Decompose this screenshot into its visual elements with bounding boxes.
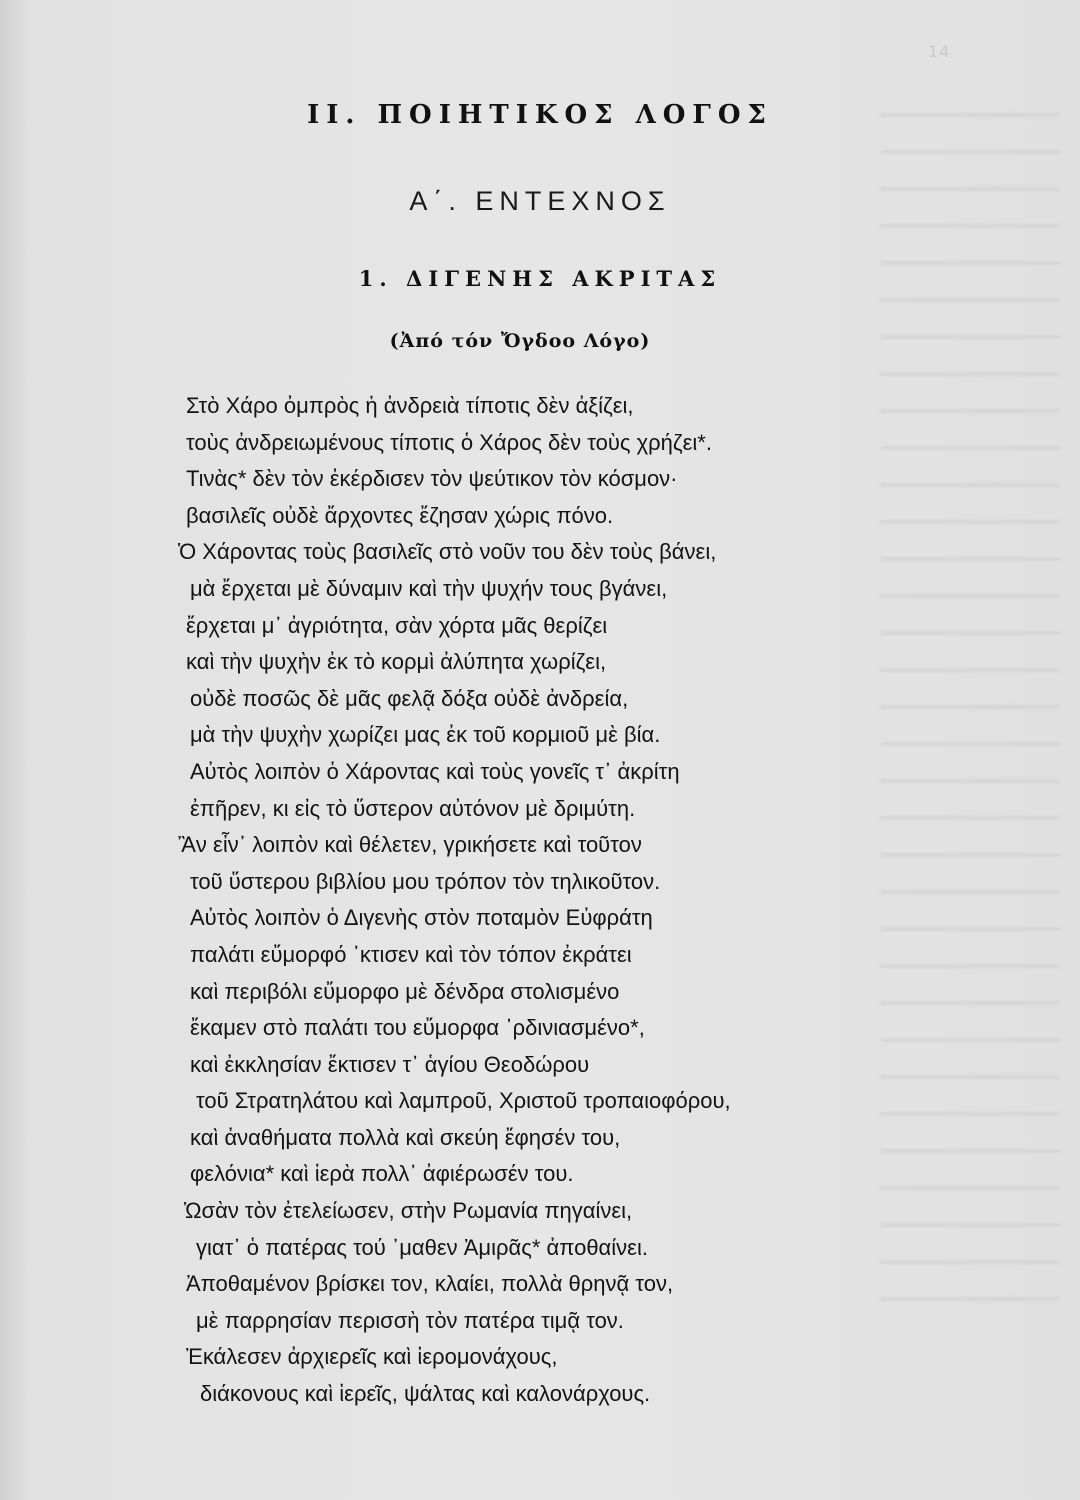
verse-line: Ὡσὰν τὸν ἐτελείωσεν, στὴν Ρωμανία πηγαίνει, (184, 1198, 633, 1224)
poem-source: (Ἀπό τόν Ὄγδοο Λόγο) (389, 330, 651, 352)
poem-title: 1. ΔΙΓΕΝΗΣ ΑΚΡΙΤΑΣ (358, 266, 722, 291)
verse-line: καὶ τὴν ψυχὴν ἐκ τὸ κορμὶ ἀλύπητα χωρίζει, (186, 649, 607, 675)
verse-line: Αὐτὸς λοιπὸν ὁ Χάροντας καὶ τοὺς γονεῖς τ᾿ ἀκρίτη (190, 758, 680, 784)
verse-line: μὰ τὴν ψυχὴν χωρίζει μας ἐκ τοῦ κορμιοῦ μὲ βία. (190, 722, 661, 748)
verse-line: Ὁ Χάροντας τοὺς βασιλεῖς στὸ νοῦν του δὲν τοὺς βάνει, (178, 539, 717, 565)
verse-line: καὶ ἐκκλησίαν ἔκτισεν τ᾿ ἁγίου Θεοδώρου (190, 1051, 590, 1077)
verse-line: μὲ παρρησίαν περισσὴ τὸν πατέρα τιμᾷ τον. (196, 1307, 624, 1333)
verse-line: παλάτι εὔμορφό ᾿κτισεν καὶ τὸν τόπον ἐκράτει (190, 941, 632, 967)
verse-line: φελόνια* καὶ ἱερὰ πολλ᾿ ἀφιέρωσέν του. (190, 1161, 574, 1187)
verse-line: ἔρχεται μ᾿ ἀγριότητα, σὰν χόρτα μᾶς θερίζει (186, 612, 608, 638)
verse-line: οὐδὲ ποσῶς δὲ μᾶς φελᾷ δόξα οὐδὲ ἀνδρεία, (190, 685, 629, 711)
verse-line: Τινὰς* δὲν τὸν ἐκέρδισεν τὸν ψεύτικον τὸν κόσμον· (186, 466, 678, 492)
verse-line: Στὸ Χάρο ὀμπρὸς ἡ ἀνδρειὰ τίποτις δὲν ἀξίζει, (186, 393, 634, 418)
section-title: II. ΠΟΙΗΤΙΚΟΣ ΛΟΓΟΣ (307, 100, 773, 130)
verse-line: τοῦ ὕστερου βιβλίου μου τρόπον τὸν τηλικοῦτον. (190, 868, 661, 894)
verse-line: Ἐκάλεσεν ἀρχιερεῖς καὶ ἱερομονάχους, (186, 1344, 558, 1370)
verse-line: Ἂν εἶν᾿ λοιπὸν καὶ θέλετεν, γρικήσετε καὶ τοῦτον (178, 832, 642, 858)
verse-line: διάκονους καὶ ἱερεῖς, ψάλτας καὶ καλονάρχους. (200, 1381, 651, 1407)
verse-line: τοὺς ἀνδρειωμένους τίποτις ὁ Χάρος δὲν τοὺς χρήζει*. (186, 429, 712, 455)
verse-line: Αὐτὸς λοιπὸν ὁ Διγενὴς στὸν ποταμὸν Εὐφράτη (190, 905, 653, 931)
subsection-title: Α΄. ΕΝΤΕΧΝΟΣ (409, 186, 671, 216)
verse-line: ἔκαμεν στὸ παλάτι του εὔμορφα ᾿ρδινιασμένο*, (190, 1015, 645, 1041)
verse-line: καὶ περιβόλι εὔμορφο μὲ δένδρα στολισμένο (190, 978, 620, 1004)
verse-line: βασιλεῖς οὐδὲ ἄρχοντες ἔζησαν χώρις πόνο. (186, 502, 614, 528)
verse-line: τοῦ Στρατηλάτου καὶ λαμπροῦ, Χριστοῦ τροπαιοφόρου, (196, 1088, 731, 1114)
verse-line: μὰ ἔρχεται μὲ δύναμιν καὶ τὴν ψυχήν τους βγάνει, (190, 575, 668, 601)
verse-line: γιατ᾿ ὁ πατέρας τού ᾿μαθεν Ἀμιρᾶς* ἀποθαίνει. (196, 1234, 648, 1260)
verse-line: Ἀποθαμένον βρίσκει τον, κλαίει, πολλὰ θρηνᾷ τον, (186, 1271, 674, 1297)
poem-verses (178, 388, 1066, 1413)
verse-line: ἐπῆρεν, κι εἰς τὸ ὕστερον αὐτόνον μὲ δριμύτη. (190, 795, 636, 821)
page-number: 14 (928, 42, 951, 61)
verse-line: καὶ ἀναθήματα πολλὰ καὶ σκεύη ἔφησέν του, (190, 1124, 621, 1150)
